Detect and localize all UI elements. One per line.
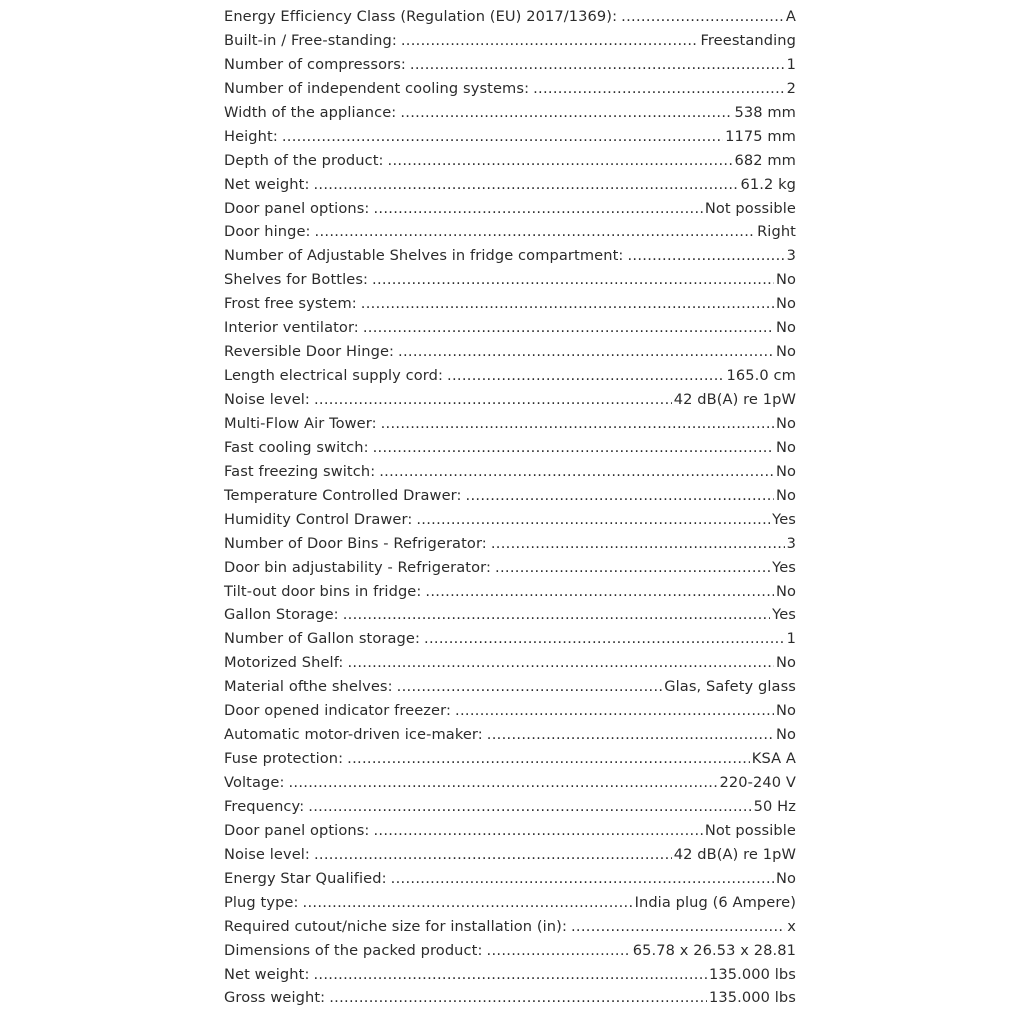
spec-row [224,343,796,367]
spec-row [224,32,796,56]
dot-leader [373,200,702,217]
spec-value: 220-240 V [719,774,796,791]
dot-leader [315,223,756,240]
spec-row [224,487,796,511]
dot-leader [495,559,770,576]
spec-value: 165.0 cm [726,367,796,385]
spec-value: 1 [786,55,796,73]
spec-value: Not possible [704,821,796,839]
spec-row [224,654,796,678]
spec-value: 50 Hz [753,797,796,815]
spec-value: Yes [772,606,796,624]
spec-label: Depth of the product: [224,151,384,169]
spec-row [224,511,796,535]
dot-leader [288,774,717,791]
spec-label: Door hinge: [224,223,311,241]
spec-row [224,726,796,750]
spec-row [224,367,796,391]
dot-leader [391,870,774,887]
spec-row [224,271,796,295]
spec-value: A [785,8,796,25]
spec-label: Humidity Control Drawer: [224,510,413,528]
spec-label: Material ofthe shelves: [224,678,393,696]
spec-label: Motorized Shelf: [224,654,344,672]
spec-value: Yes [772,510,796,528]
spec-label: Frequency: [224,797,305,815]
spec-label: Number of compressors: [224,55,406,73]
spec-row [224,846,796,870]
spec-row [224,152,796,176]
dot-leader [410,56,785,73]
spec-row [224,439,796,463]
spec-row [224,583,796,607]
spec-label: Net weight: [224,965,310,983]
dot-leader [347,654,774,671]
spec-value: x [787,917,796,935]
spec-row [224,128,796,152]
spec-label: Plug type: [224,893,299,911]
spec-value: No [775,654,796,672]
spec-list [224,8,796,1013]
spec-value: 538 mm [734,103,796,121]
spec-label: Dimensions of the packed product: [224,941,483,959]
dot-leader [373,439,774,456]
dot-leader [379,463,774,480]
dot-leader [533,80,785,97]
spec-row [224,894,796,918]
spec-label: Energy Efficiency Class (Regulation (EU) 2017/1369): [224,8,618,25]
spec-value: No [775,438,796,456]
spec-row [224,391,796,415]
spec-label: Energy Star Qualified: [224,869,387,887]
dot-leader [398,343,774,360]
spec-value: KSA A [751,750,796,768]
spec-value: Freestanding [700,31,796,49]
spec-label: Multi-Flow Air Tower: [224,414,377,432]
spec-row [224,200,796,224]
dot-leader [308,798,751,815]
spec-row [224,247,796,271]
spec-label: Door bin adjustability - Refrigerator: [224,558,491,576]
spec-value: Not possible [704,199,796,217]
dot-leader [466,487,774,504]
dot-leader [621,8,784,25]
spec-label: Fast cooling switch: [224,438,369,456]
dot-leader [303,894,633,911]
spec-row [224,774,796,798]
dot-leader [397,678,663,695]
dot-leader [627,247,784,264]
dot-leader [400,104,732,121]
spec-label: Number of Gallon storage: [224,630,421,648]
dot-leader [381,415,774,432]
dot-leader [487,726,774,743]
dot-leader [363,319,774,336]
spec-label: Number of Adjustable Shelves in fridge compartment: [224,247,624,265]
dot-leader [424,630,785,647]
spec-row [224,606,796,630]
spec-label: Gross weight: [224,989,326,1007]
dot-leader [343,606,770,623]
spec-label: Gallon Storage: [224,606,339,624]
spec-label: Width of the appliance: [224,103,397,121]
spec-value: 65.78 x 26.53 x 28.81 [632,941,796,959]
spec-row [224,678,796,702]
spec-label: Height: [224,127,278,145]
spec-value: Glas, Safety glass [664,678,796,696]
spec-row [224,822,796,846]
spec-label: Reversible Door Hinge: [224,343,395,361]
spec-row [224,750,796,774]
dot-leader [491,535,785,552]
dot-leader [487,942,631,959]
spec-value: India plug (6 Ampere) [634,893,796,911]
spec-row [224,989,796,1013]
dot-leader [314,391,672,408]
dot-leader [313,966,707,983]
spec-label: Door opened indicator freezer: [224,702,451,720]
spec-label: Frost free system: [224,295,357,313]
spec-row [224,918,796,942]
spec-value: 1175 mm [725,127,796,145]
dot-leader [347,750,750,767]
spec-value: No [775,486,796,504]
spec-row [224,966,796,990]
spec-value: No [775,702,796,720]
spec-row [224,415,796,439]
spec-value: 135.000 lbs [708,989,796,1007]
dot-leader [416,511,770,528]
dot-leader [282,128,723,145]
spec-label: Automatic motor-driven ice-maker: [224,726,483,744]
dot-leader [329,989,707,1006]
spec-value: No [775,869,796,887]
spec-label: Number of Door Bins - Refrigerator: [224,534,487,552]
spec-row [224,798,796,822]
spec-row [224,176,796,200]
spec-row [224,319,796,343]
spec-value: No [775,319,796,337]
spec-row [224,295,796,319]
spec-label: Noise level: [224,845,310,863]
spec-value: 135.000 lbs [708,965,796,983]
dot-leader [455,702,774,719]
dot-leader [447,367,724,384]
spec-label: Noise level: [224,391,310,408]
spec-value: No [775,271,796,289]
dot-leader [401,32,699,49]
spec-row [224,104,796,128]
spec-value: No [775,295,796,313]
spec-label: Temperature Controlled Drawer: [224,486,462,504]
spec-value: 1 [786,630,796,648]
spec-label: Fuse protection: [224,750,344,768]
spec-value: No [775,582,796,600]
spec-row [224,870,796,894]
spec-value: 42 dB(A) re 1pW [673,391,796,408]
spec-row [224,463,796,487]
dot-leader [373,822,702,839]
spec-label: Required cutout/niche size for installation (in): [224,917,567,935]
dot-leader [314,846,672,863]
spec-value: 42 dB(A) re 1pW [673,845,796,863]
dot-leader [372,271,774,288]
dot-leader [313,176,738,193]
spec-row [224,223,796,247]
spec-value: 682 mm [734,151,796,169]
spec-label: Length electrical supply cord: [224,367,444,385]
spec-value: No [775,726,796,744]
spec-value: 61.2 kg [740,175,796,193]
spec-value: 3 [786,247,796,265]
spec-row [224,80,796,104]
spec-value: No [775,462,796,480]
spec-label: Door panel options: [224,199,370,217]
spec-label: Voltage: [224,774,285,791]
spec-label: Number of independent cooling systems: [224,79,530,97]
dot-leader [361,295,774,312]
dot-leader [571,918,785,935]
spec-value: 2 [786,79,796,97]
spec-sheet [212,0,809,1025]
spec-label: Tilt-out door bins in fridge: [224,582,422,600]
spec-row [224,702,796,726]
spec-row [224,535,796,559]
spec-row [224,942,796,966]
spec-row [224,559,796,583]
dot-leader [425,583,774,600]
spec-value: Yes [772,558,796,576]
spec-value: No [775,343,796,361]
spec-label: Net weight: [224,175,310,193]
spec-row [224,56,796,80]
spec-value: Right [757,223,796,241]
spec-value: No [775,414,796,432]
spec-label: Door panel options: [224,821,370,839]
spec-row [224,8,796,32]
spec-row [224,630,796,654]
spec-label: Shelves for Bottles: [224,271,369,289]
spec-value: 3 [786,534,796,552]
spec-label: Fast freezing switch: [224,462,376,480]
spec-label: Built-in / Free-standing: [224,31,397,49]
dot-leader [388,152,733,169]
spec-label: Interior ventilator: [224,319,359,337]
